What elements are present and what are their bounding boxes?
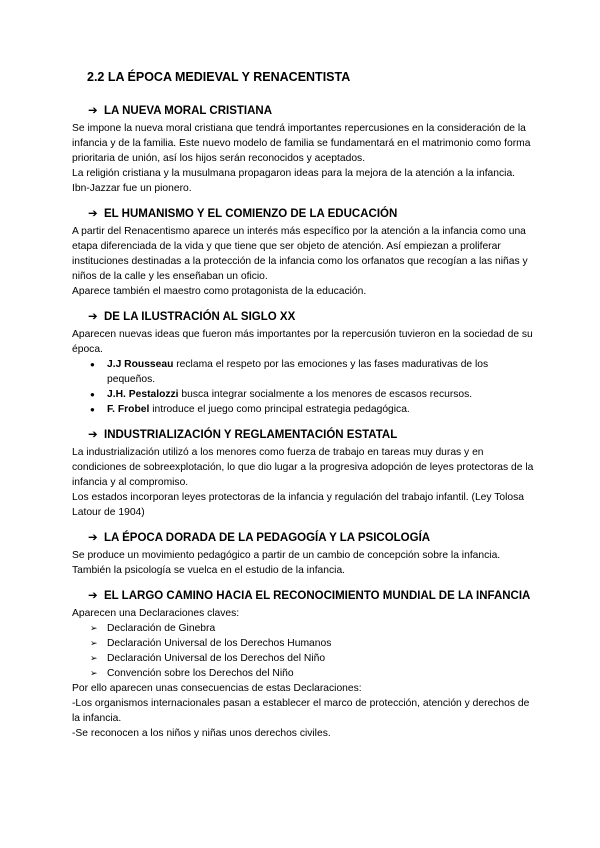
arrow-icon: ➔ [88,311,98,323]
list-item [90,387,534,402]
author-name: J.H. Pestalozzi [107,389,179,400]
section-heading-text: LA ÉPOCA DORADA DE LA PEDAGOGÍA Y LA PSICOLOGÍA [104,532,431,544]
paragraph: Por ello aparecen unas consecuencias de estas Declaraciones: [72,683,362,694]
section-ilustracion [72,310,534,417]
bullet-list [72,357,534,417]
list-item [90,666,534,681]
section-industrializacion [72,428,534,520]
list-item [90,357,534,387]
arrowhead-icon: ➢ [90,638,98,648]
section-heading [88,207,534,222]
section-heading [88,104,534,119]
section-heading [88,589,534,604]
list-item [90,402,534,417]
list-item-text: Convención sobre los Derechos del Niño [107,668,294,679]
arrowhead-icon: ➢ [90,668,98,678]
bullet-icon: ● [90,405,95,414]
arrow-icon: ➔ [88,429,98,441]
author-name: J.J Rousseau [107,359,174,370]
list-item-text: Declaración Universal de los Derechos Humanos [107,638,332,649]
list-item [90,651,534,666]
section-heading-text: EL LARGO CAMINO HACIA EL RECONOCIMIENTO MUNDIAL DE LA INFANCIA [104,590,531,602]
arrowhead-icon: ➢ [90,653,98,663]
section-heading-text: LA NUEVA MORAL CRISTIANA [104,105,273,117]
list-item-text: busca integrar socialmente a los menores de escasos recursos. [178,389,473,400]
section-humanismo [72,207,534,299]
section-heading-text: DE LA ILUSTRACIÓN AL SIGLO XX [104,311,296,323]
page-title: 2.2 LA ÉPOCA MEDIEVAL Y RENACENTISTA [87,70,351,84]
section-heading [88,531,534,546]
paragraph: Aparece también el maestro como protagonista de la educación. [72,286,367,297]
list-item-text: Declaración de Ginebra [107,623,216,634]
author-name: F. Frobel [107,404,150,415]
arrow-icon: ➔ [88,208,98,220]
paragraph: La religión cristiana y la musulmana propagaron ideas para la mejora de la atención a la infancia. Ibn-Jazzar fue un pionero. [72,168,516,194]
bullet-icon: ● [90,360,95,369]
arrow-icon: ➔ [88,532,98,544]
document-content [72,104,534,752]
arrow-icon: ➔ [88,105,98,117]
section-reconocimiento [72,589,534,741]
bullet-icon: ● [90,390,95,399]
section-heading-text: INDUSTRIALIZACIÓN Y REGLAMENTACIÓN ESTATAL [104,429,398,441]
list-item [90,621,534,636]
list-item-text: reclama el respeto por las emociones y las fases madurativas de los pequeños. [107,359,489,385]
section-epoca-dorada [72,531,534,578]
section-heading [88,310,534,325]
section-heading [88,428,534,443]
declaration-list [72,621,534,681]
paragraph: Los estados incorporan leyes protectoras de la infancia y regulación del trabajo infantil. (Ley Tolosa Latour de 1904) [72,492,524,518]
section-heading-text: EL HUMANISMO Y EL COMIENZO DE LA EDUCACIÓN [104,208,398,220]
list-item [90,636,534,651]
paragraph: -Se reconocen a los niños y niñas unos derechos civiles. [72,728,331,739]
paragraph: La industrialización utilizó a los menores como fuerza de trabajo en tareas muy duras y en condiciones de sobreexplotación, lo que dio lugar a la progresiva adopción de leyes protectoras de la infancia y al compromiso. [72,447,534,488]
paragraph: Se produce un movimiento pedagógico a partir de un cambio de concepción sobre la infancia. También la psicología se vuelca en el estudio de la infancia. [72,550,501,576]
paragraph: Se impone la nueva moral cristiana que tendrá importantes repercusiones en la consideración de la infancia y de la familia. Este nuevo modelo de familia se fundamentará en el matrimonio como forma prioritaria de unión, así los hijos serán reconocidos y aceptados. [72,123,531,164]
arrow-icon: ➔ [88,590,98,602]
paragraph: A partir del Renacentismo aparece un interés más específico por la atención a la infancia como una etapa diferenciada de la vida y que tiene que ser objeto de atención. Así empiezan a proliferar instituciones destinadas a la protección de la infancia como los orfanatos que recogían a las niñas y niños de la calle y les enseñaban un oficio. [72,226,528,282]
paragraph: Aparecen una Declaraciones claves: [72,608,240,619]
paragraph: Aparecen nuevas ideas que fueron más importantes por la repercusión tuvieron en la sociedad de su época. [72,329,533,355]
paragraph: -Los organismos internacionales pasan a establecer el marco de protección, atención y derechos de la infancia. [72,698,530,724]
section-nueva-moral [72,104,534,196]
arrowhead-icon: ➢ [90,623,98,633]
list-item-text: Declaración Universal de los Derechos del Niño [107,653,326,664]
list-item-text: introduce el juego como principal estrategia pedagógica. [149,404,410,415]
